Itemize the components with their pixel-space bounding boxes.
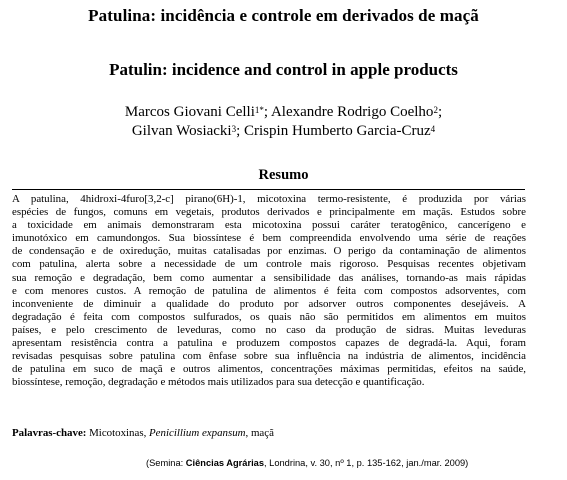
author-affiliation-marker: 3: [231, 124, 237, 134]
abstract-line: imunotóxico em camundongos. Sua biossíntese é bem compreendida envolvendo uma série de reações: [12, 232, 526, 245]
keywords-text-end: , maçã: [245, 427, 274, 439]
abstract-line: e com menores custos. A remoção de patulina de alimentos é feita com compostos adsorventes, com: [12, 284, 526, 297]
author-list: [0, 103, 567, 141]
author-line-1: [0, 103, 567, 122]
author-name: Gilvan Wosiacki: [131, 123, 232, 139]
abstract-line: inconveniente de diminuir a qualidade do produto por adsorver outros componentes desejáveis. A: [12, 297, 526, 310]
abstract-line: de patulina em suco de maçã e outros alimentos, concentrações máximas permitidas, efeitos na saúde,: [12, 363, 526, 376]
abstract-line: sua remoção e degradação, bem como aumentar a sensibilidade das análises, tornando-as mais rápidas: [12, 271, 526, 284]
author-affiliation-marker: 4: [430, 124, 436, 134]
author-separator: ;: [236, 123, 245, 139]
author-name: Alexandre Rodrigo Coelho: [270, 104, 434, 120]
abstract-line: apresentam resistência contra a patulina e produzem compostos capazes de degradá-la. Aqui, foram: [12, 337, 526, 350]
title-portuguese: Patulina: incidência e controle em derivados de maçã: [88, 6, 479, 25]
abstract-heading: Resumo: [258, 167, 309, 183]
abstract-line: de condensação e de oxiredução, muitas catalisadas por enzimas. O perigo da contaminação de alimentos: [12, 245, 526, 258]
keywords-species: Penicillium expansum: [149, 427, 246, 439]
abstract-body: [12, 193, 526, 389]
title-english: Patulin: incidence and control in apple products: [109, 60, 458, 79]
author-affiliation-marker: 2: [433, 105, 438, 115]
abstract-line: biossíntese, remoção, degradação e métodos mais utilizados para sua detecção e quantificação.: [12, 376, 425, 389]
citation-journal: Ciências Agrárias: [185, 458, 264, 468]
citation-suffix: , Londrina, v. 30, nº 1, p. 135-162, jan./mar. 2009): [264, 458, 469, 468]
journal-citation: [146, 458, 468, 468]
heading-divider: [12, 189, 525, 190]
author-separator: ;: [437, 104, 443, 120]
keywords-text: Micotoxinas,: [86, 427, 150, 439]
keywords: [12, 427, 526, 440]
abstract-line: espécies de fungos, comuns em vegetais, produtos derivados e principalmente em maçãs. Estudos sobre: [12, 206, 526, 219]
keywords-label: Palavras-chave:: [12, 427, 87, 439]
author-separator: ;: [263, 104, 271, 120]
author-name: Marcos Giovani Celli: [124, 104, 255, 120]
abstract-line: A patulina, 4hidroxi-4furo[3,2-c] pirano(6H)-1, micotoxina termo-resistente, é produzida por várias: [12, 193, 526, 205]
abstract-line: com patulina, alerta sobre a necessidade de um controle mais rigoroso. Pesquisas recentes objetivam: [12, 258, 526, 271]
abstract-line: a toxicidade em animais demonstraram esta micotoxina possui caráter teratogênico, cancerígeno e: [12, 219, 526, 232]
abstract-line: revisadas pesquisas sobre patulina com ênfase sobre sua influência na indústria de alimentos, incidência: [12, 350, 526, 363]
citation-prefix: (Semina:: [146, 458, 186, 468]
author-name: Crispin Humberto Garcia-Cruz: [244, 123, 431, 139]
author-line-2: [0, 122, 567, 141]
author-affiliation-marker: 1*: [254, 105, 264, 115]
abstract-line: degradação é feita com compostos sulfurados, os quais não são permitidos em alimentos em muitos: [12, 310, 526, 323]
abstract-line: países, e pelo crescimento de leveduras, como no caso da produção de sidras. Muitas leveduras: [12, 323, 526, 336]
